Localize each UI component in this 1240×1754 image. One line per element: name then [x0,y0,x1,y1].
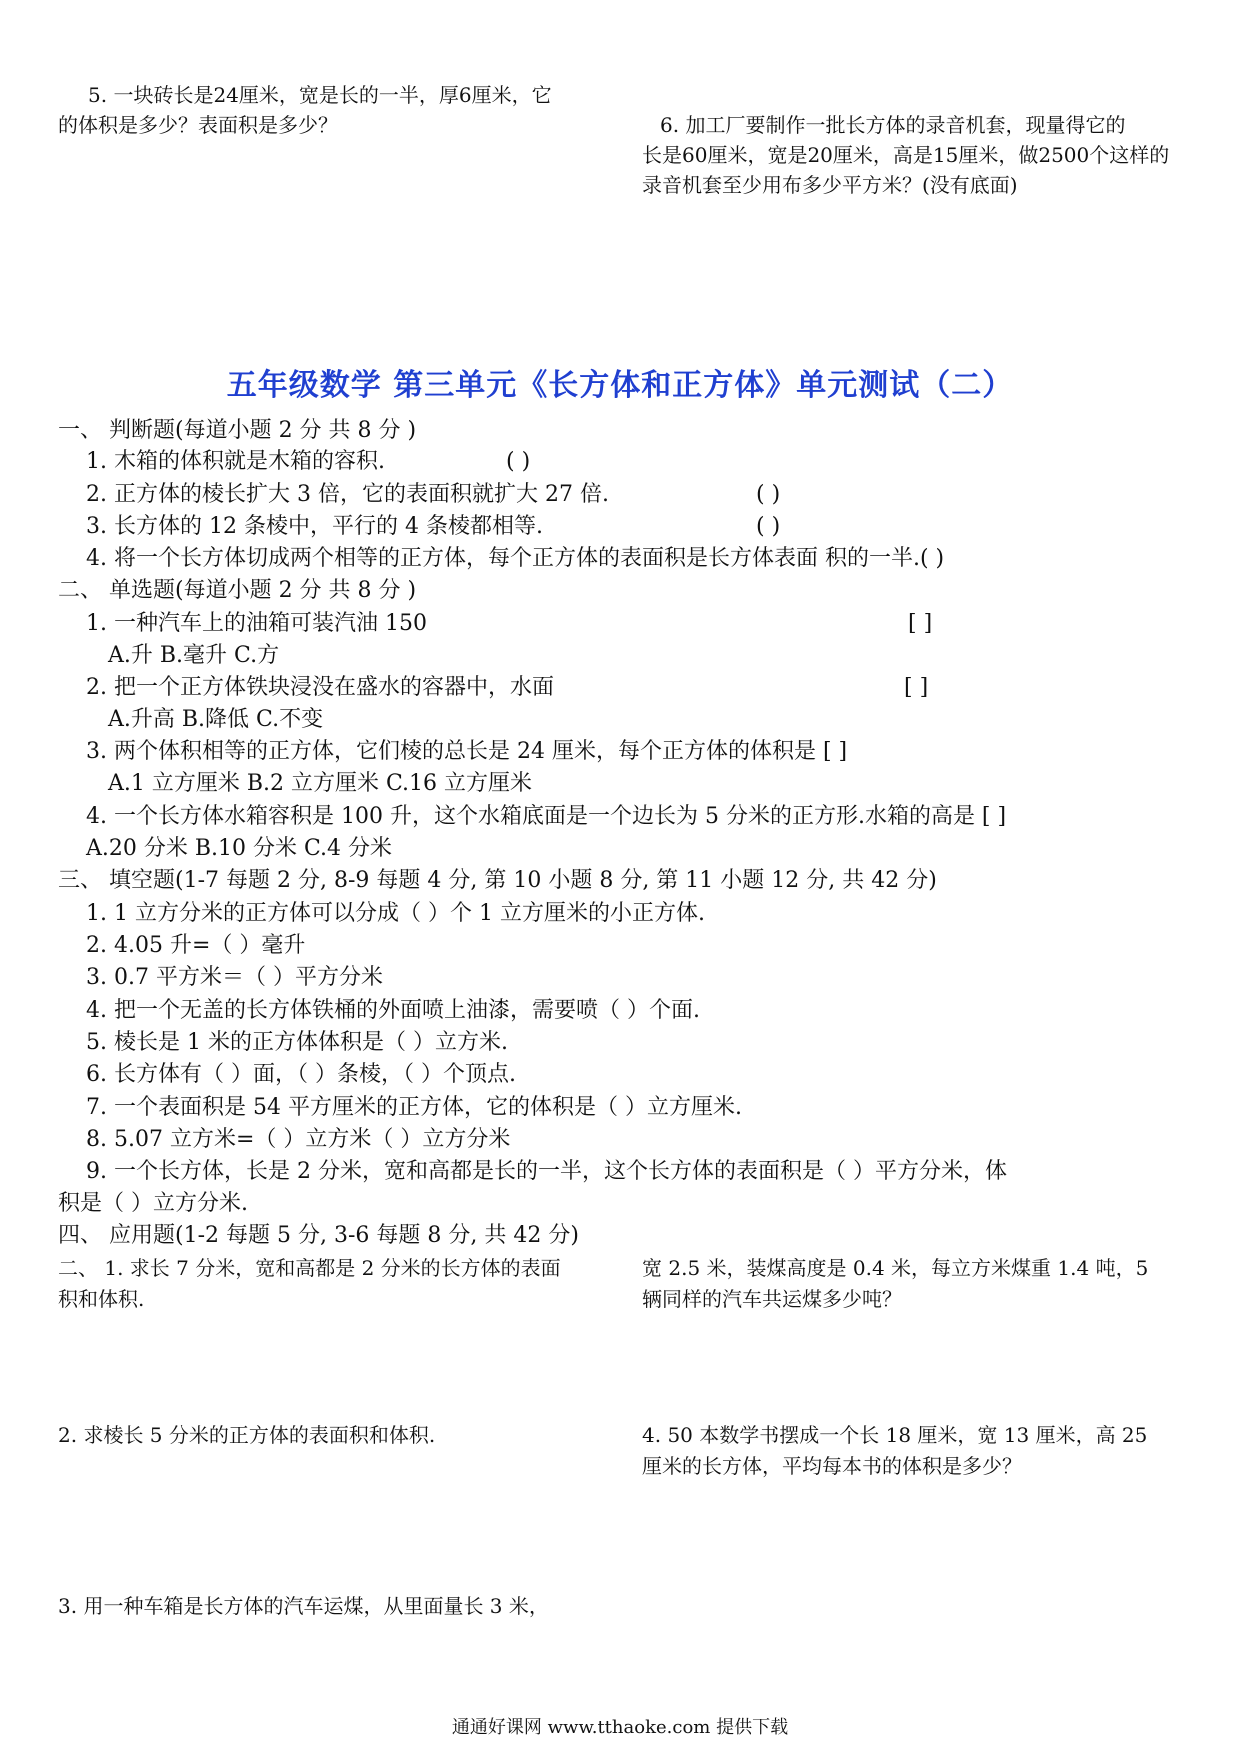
s2-q4: 4. 一个长方体水箱容积是 100 升，这个水箱底面是一个边长为 5 分米的正方形.水箱的高是 [ ] [86,804,1007,829]
prev-q6-line3: 录音机套至少用布多少平方米？(没有底面) [642,173,1018,197]
s1-item-2: 2. 正方体的棱长扩大 3 倍，它的表面积就扩大 27 倍. [86,482,609,507]
prev-q5-line1: 5. 一块砖长是24厘米，宽是长的一半，厚6厘米，它 [88,83,552,107]
s3-item-9: 9. 一个长方体，长是 2 分米，宽和高都是长的一半，这个长方体的表面积是（ ）平方分米，体 [86,1159,1007,1184]
s1-item-4: 4. 将一个长方体切成两个相等的正方体，每个正方体的表面积是长方体表面 积的一半.( ) [86,546,945,571]
page-title: 五年级数学 第三单元《长方体和正方体》单元测试（二） [226,368,1014,403]
s4-q2: 2. 求棱长 5 分米的正方体的表面积和体积. [58,1423,436,1447]
s1-item-2-bracket: ( ) [756,482,781,507]
s2-q2-options: A.升高 B.降低 C.不变 [108,707,324,732]
s3-item-1: 1. 1 立方分米的正方体可以分成（ ）个 1 立方厘米的小正方体. [86,901,705,926]
section4-heading: 四、 应用题(1-2 每题 5 分, 3-6 每题 8 分, 共 42 分) [58,1223,579,1248]
s2-q1: 1. 一种汽车上的油箱可装汽油 150 [86,611,427,636]
s1-item-1-bracket: ( ) [506,449,531,474]
s3-item-2: 2. 4.05 升=（ ）毫升 [86,933,306,958]
s1-item-1: 1. 木箱的体积就是木箱的容积. [86,449,385,474]
s4-q3-cont-line2: 辆同样的汽车共运煤多少吨？ [642,1287,902,1311]
prev-q5-line2: 的体积是多少？表面积是多少？ [58,113,338,137]
s4-q3-cont-line1: 宽 2.5 米，装煤高度是 0.4 米，每立方米煤重 1.4 吨，5 [642,1256,1149,1280]
s2-q2: 2. 把一个正方体铁块浸没在盛水的容器中，水面 [86,675,554,700]
s1-item-3: 3. 长方体的 12 条棱中，平行的 4 条棱都相等. [86,514,543,539]
s3-item-3: 3. 0.7 平方米＝（ ）平方分米 [86,965,383,990]
s4-q1-line1: 二、 1. 求长 7 分米，宽和高都是 2 分米的长方体的表面 [58,1256,561,1280]
s3-item-9-cont: 积是（ ）立方分米. [58,1191,248,1216]
s3-item-6: 6. 长方体有（ ）面，（ ）条棱，（ ）个顶点. [86,1062,516,1087]
prev-q6-line2: 长是60厘米，宽是20厘米，高是15厘米，做2500个这样的 [642,143,1170,167]
s2-q2-bracket: [ ] [904,675,929,700]
s2-q1-bracket: [ ] [908,611,933,636]
s2-q1-options: A.升 B.毫升 C.方 [108,643,280,668]
s1-item-3-bracket: ( ) [756,514,781,539]
section2-heading: 二、 单选题(每道小题 2 分 共 8 分 ) [58,578,417,603]
s3-item-5: 5. 棱长是 1 米的正方体体积是（ ）立方米. [86,1030,508,1055]
s3-item-7: 7. 一个表面积是 54 平方厘米的正方体，它的体积是（ ）立方厘米. [86,1095,742,1120]
s3-item-4: 4. 把一个无盖的长方体铁桶的外面喷上油漆，需要喷（ ）个面. [86,998,700,1023]
s4-q4-line1: 4. 50 本数学书摆成一个长 18 厘米，宽 13 厘米，高 25 [642,1423,1148,1447]
s3-item-8: 8. 5.07 立方米=（ ）立方米（ ）立方分米 [86,1127,511,1152]
s2-q4-options: A.20 分米 B.10 分米 C.4 分米 [86,836,393,861]
section3-heading: 三、 填空题(1-7 每题 2 分, 8-9 每题 4 分, 第 10 小题 8 分, 第 11 小题 12 分, 共 42 分) [58,868,937,893]
s4-q4-line2: 厘米的长方体，平均每本书的体积是多少？ [642,1454,1022,1478]
s4-q3: 3. 用一种车箱是长方体的汽车运煤，从里面量长 3 米， [58,1594,549,1618]
s2-q3-options: A.1 立方厘米 B.2 立方厘米 C.16 立方厘米 [108,771,533,796]
s4-q1-line2: 积和体积. [58,1287,145,1311]
s2-q3: 3. 两个体积相等的正方体，它们棱的总长是 24 厘米，每个正方体的体积是 [ ] [86,739,848,764]
section1-heading: 一、 判断题(每道小题 2 分 共 8 分 ) [58,418,417,443]
prev-q6-line1: 6. 加工厂要制作一批长方体的录音机套，现量得它的 [660,113,1126,137]
page-footer: 通通好课网 www.tthaoke.com 提供下载 [451,1717,789,1738]
